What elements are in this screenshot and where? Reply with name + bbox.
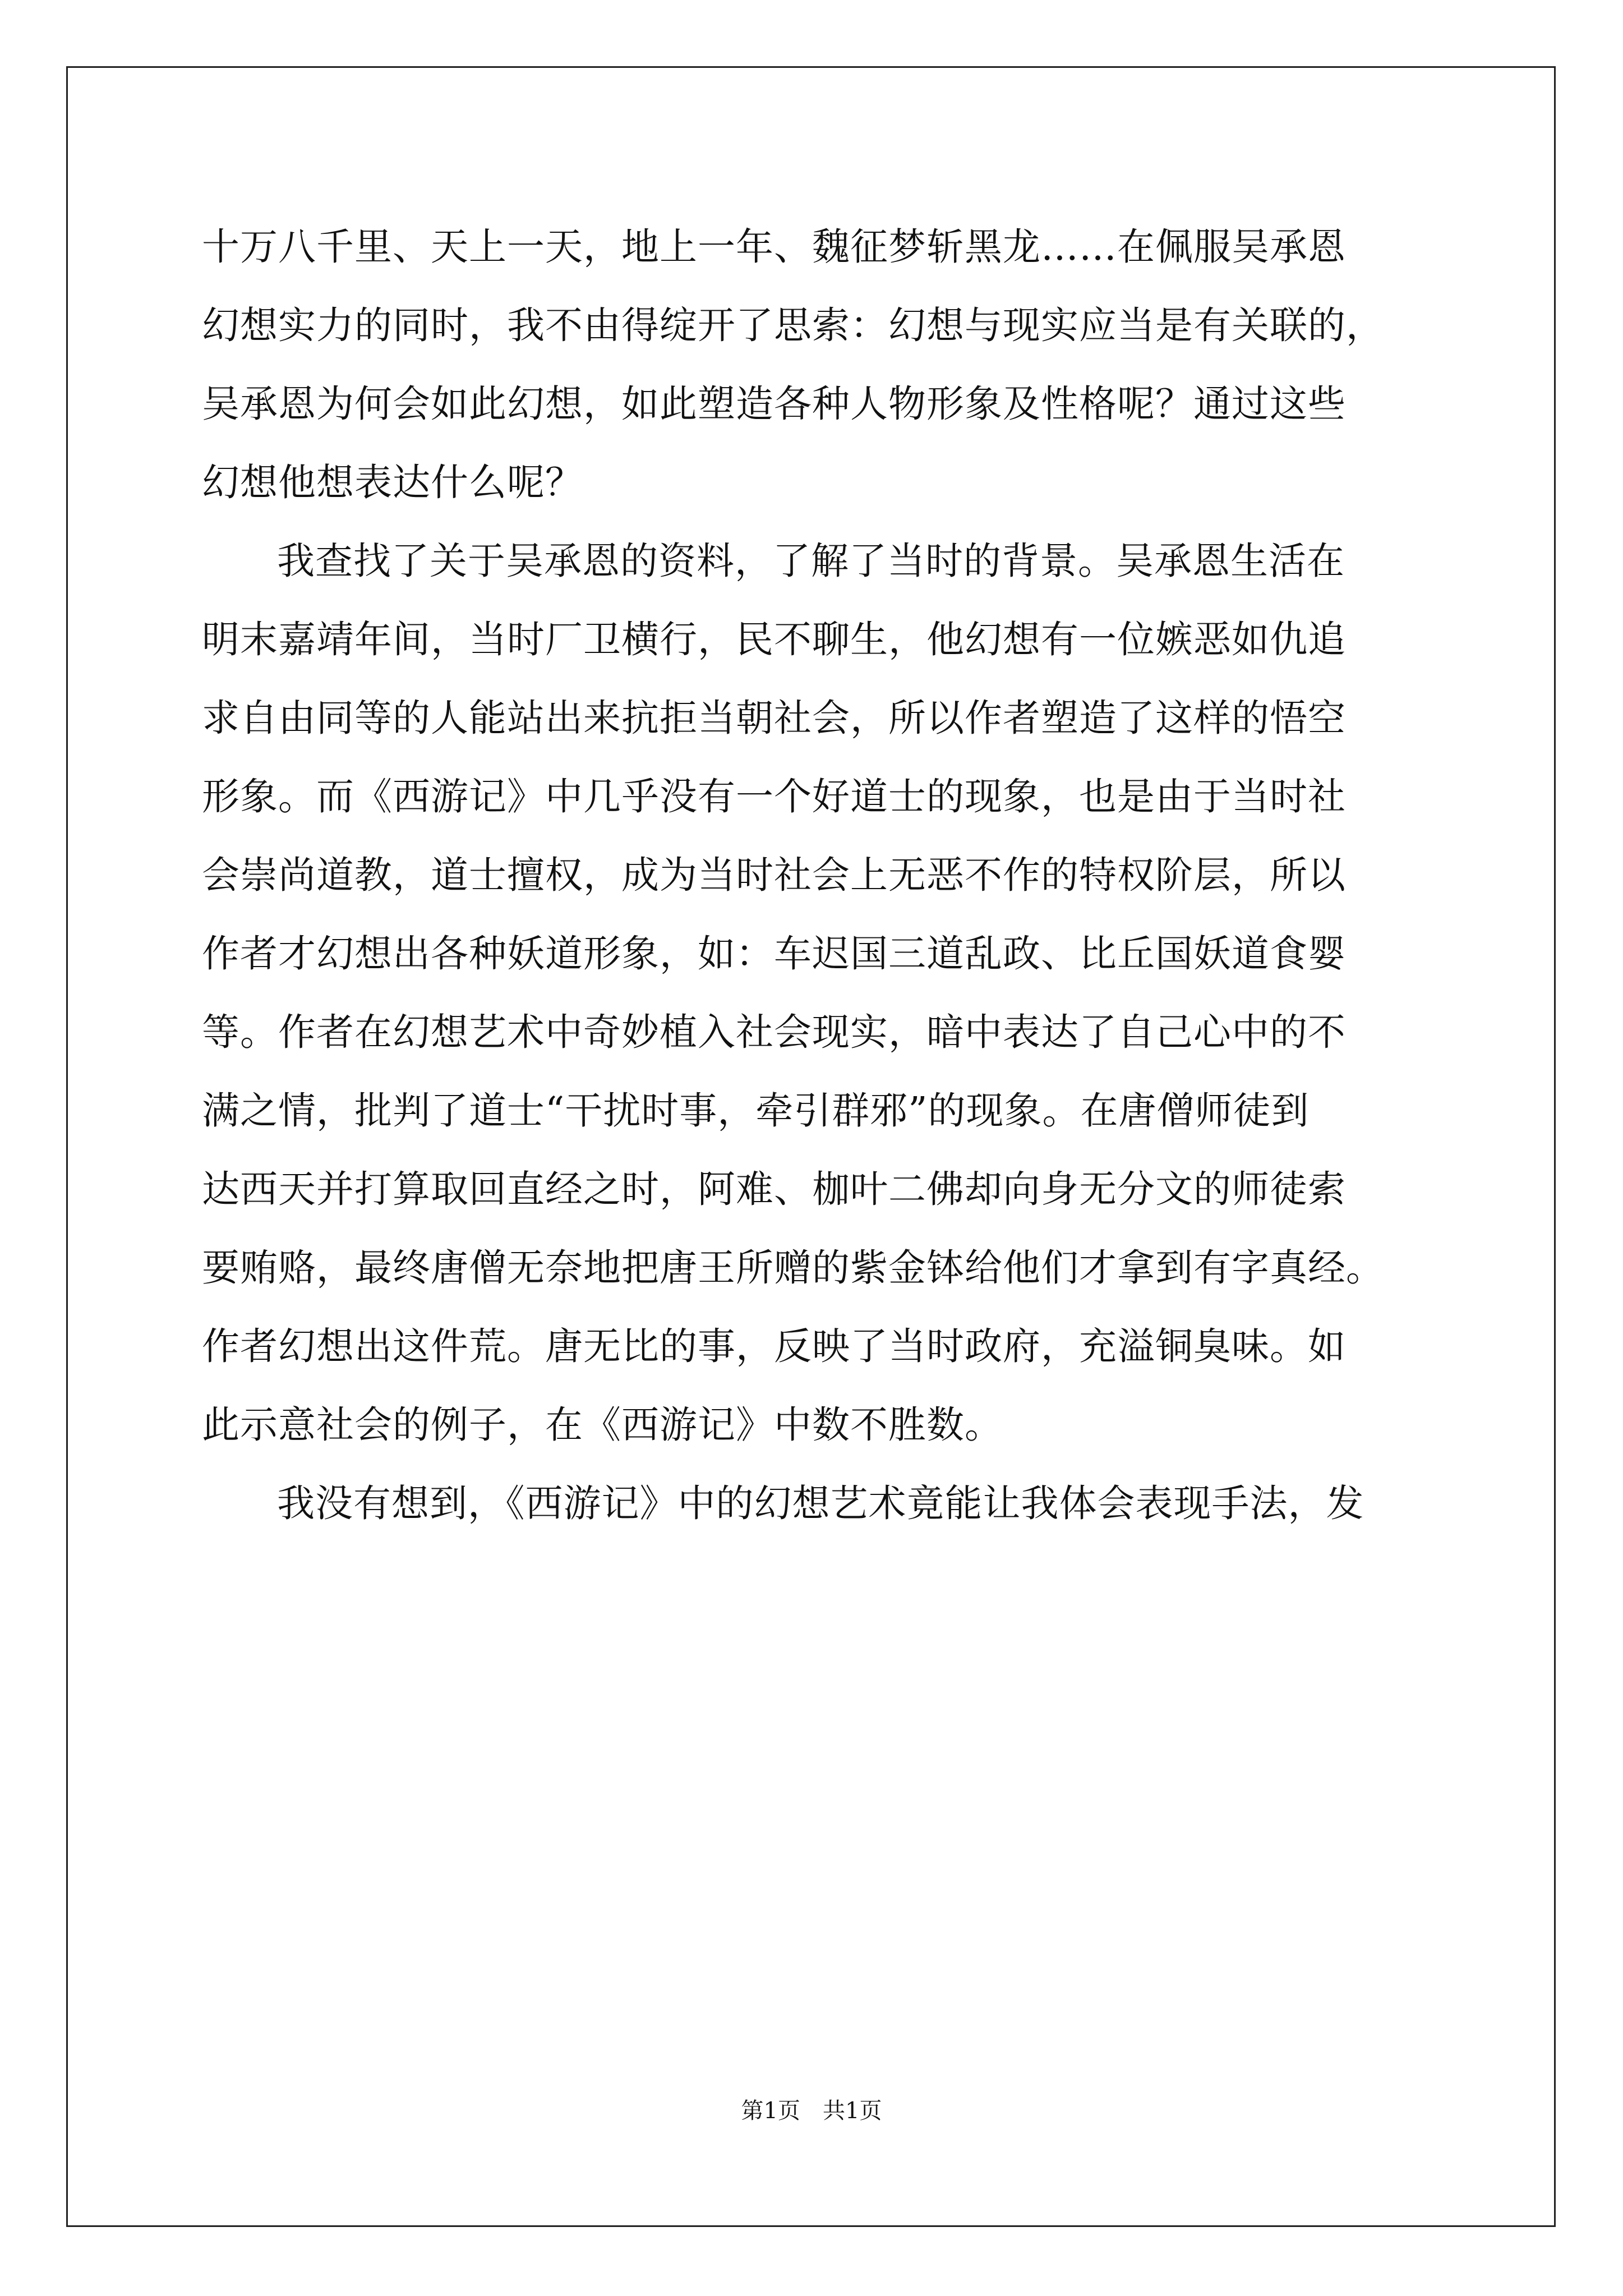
text-line: 达西天并打算取回直经之时，阿难、枷叶二佛却向身无分文的师徒索 (202, 1167, 1346, 1211)
text-line: 幻想实力的同时，我不由得绽开了思索：幻想与现实应当是有关联的， (202, 303, 1384, 347)
text-line: 我查找了关于吴承恩的资料，了解了当时的背景。吴承恩生活在 (277, 539, 1345, 583)
text-line: 吴承恩为何会如此幻想，如此塑造各种人物形象及性格呢？通过这些 (202, 382, 1346, 426)
text-line: 求自由同等的人能站出来抗拒当朝社会，所以作者塑造了这样的悟空 (202, 696, 1346, 740)
page-footer: 第1页 共1页 (741, 2098, 882, 2124)
text-line: 作者幻想出这件荒。唐无比的事，反映了当时政府，充溢铜臭味。如 (202, 1324, 1346, 1368)
text-line: 十万八千里、天上一天，地上一年、魏征梦斩黑龙……在佩服吴承恩 (202, 225, 1346, 269)
text-line: 会崇尚道教，道士擅权，成为当时社会上无恶不作的特权阶层，所以 (202, 853, 1346, 897)
text-line: 形象。而《西游记》中几乎没有一个好道士的现象，也是由于当时社 (202, 775, 1346, 818)
text-line: 明末嘉靖年间，当时厂卫横行，民不聊生，他幻想有一位嫉恶如仇追 (202, 618, 1346, 661)
text-line: 此示意社会的例子，在《西游记》中数不胜数。 (202, 1403, 1003, 1447)
text-line: 要贿赂，最终唐僧无奈地把唐王所赠的紫金钵给他们才拿到有字真经。 (202, 1246, 1384, 1290)
text-line: 作者才幻想出各种妖道形象，如：车迟国三道乱政、比丘国妖道食婴 (202, 932, 1346, 976)
text-line: 我没有想到，《西游记》中的幻想艺术竟能让我体会表现手法，发 (277, 1481, 1364, 1525)
text-line: 等。作者在幻想艺术中奇妙植入社会现实，暗中表达了自己心中的不 (202, 1010, 1346, 1054)
text-line: 满之情，批判了道士“干扰时事，牵引群邪”的现象。在唐僧师徒到 (202, 1089, 1310, 1133)
document-body (202, 208, 1453, 1543)
text-line: 幻想他想表达什么呢？ (202, 461, 583, 504)
